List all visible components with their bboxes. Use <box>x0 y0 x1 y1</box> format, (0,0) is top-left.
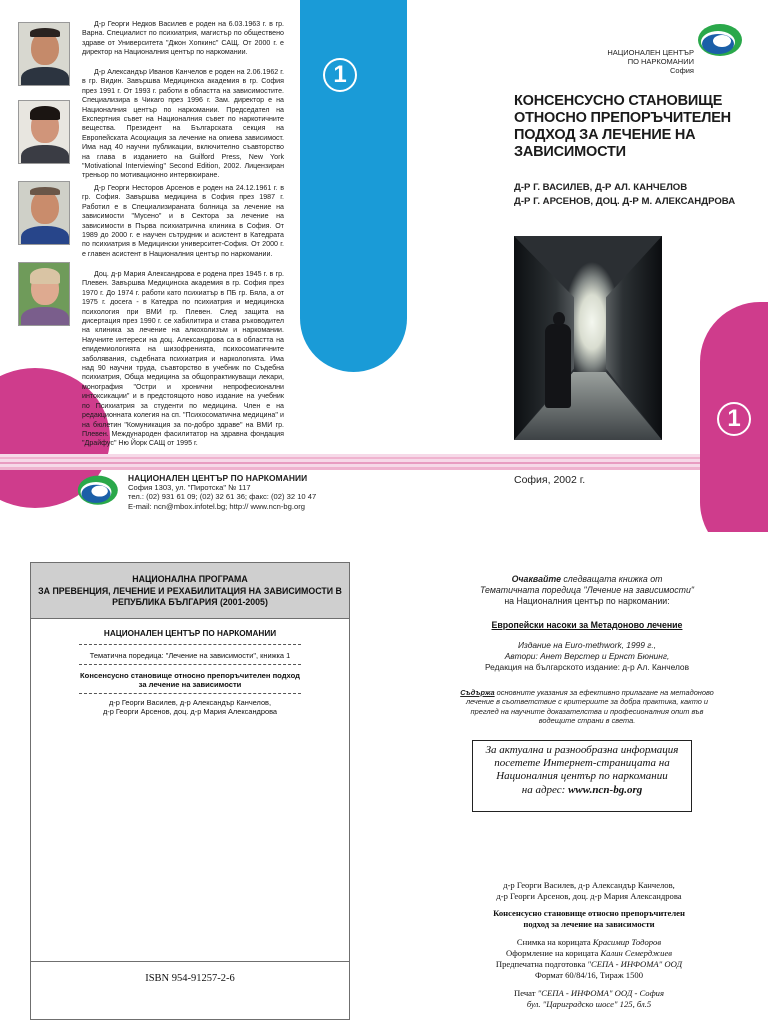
imprint-title: Консенсусно становище относно препоръчителен подход за лечение на зависимости <box>80 671 300 690</box>
book-title: КОНСЕНСУСНО СТАНОВИЩЕ ОТНОСНО ПРЕПОРЪЧИТЕЛЕН ПОДХОД ЗА ЛЕЧЕНИЕ НА ЗАВИСИМОСТИ <box>514 93 731 160</box>
dashed-divider <box>79 644 301 645</box>
cover-photo-corridor <box>514 236 662 440</box>
book-authors: Д-Р Г. ВАСИЛЕВ, Д-Р АЛ. КАНЧЕЛОВ Д-Р Г. АРСЕНОВ, ДОЦ. Д-Р М. АЛЕКСАНДРОВА <box>514 182 736 207</box>
bio-arsenov: Д-р Георги Несторов Арсенов е роден на 24.12.1961 г. в гр. София. Завършва медицина в София през 1987 г. Работил е в Специализираната болница за лечение на зависимости "Мусено" и в Сектора за лечение на зависимости в Първа психиатрична клиника в София. От 1989 до 2000 г. е научен сътрудник и асистент в Катедрата по психиатрия в Медицински университет-София. От 2000 г. е главен асистент в Националния център по наркомании. <box>82 184 284 258</box>
stripe-band <box>0 454 768 470</box>
series-number-badge-spine: 1 <box>323 58 357 92</box>
dashed-divider <box>79 664 301 665</box>
bio-aleksandrova: Доц. д-р Мария Александрова е родена през 1945 г. в гр. Плевен. Завършва Медицинска академия в гр. София през 1970 г. До 1974 г. работи като психиатър в ПБ гр. Бяла, а от 1975 г. досега - в Катедра по психиатрия и медицинска психология при ВМИ гр. Плевен. След защита на дисертация през 1990 г. се хабилитира и става ръководител на клиника за лечение на алкохолизъм и наркомании. Научните интереси на доц. Александрова са в областта на епидемиологията на шизофренията, психосоматичните заболявания, съдебната психиатрия и наркологията. Има над 90 научни труда, съавторство в учебник по Съдебна психиатрия, Обща медицина за общопрактикуващи лекари, монография "Остри и хронични непрофесионални интоксикации" и в предстоящото ново издание на учебник по Психиатрия за студенти по медицина. Член е на редакционната колегия на сп. "Психосоматична медицина" и на бюлетин "Комуникация за по-добро здраве" на ВМИ гр. Плевен. Международен фасилитатор на здравна фондация "Драйфус" Ню Йорк САЩ от 1995 г. <box>82 270 284 448</box>
series-number-badge-cover: 1 <box>717 402 751 436</box>
isbn: ISBN 954-91257-2-6 <box>145 973 235 984</box>
publisher-address: София 1303, ул. "Пиротска" № 117 <box>128 483 251 493</box>
series-title-line2: Лечение на зависимости <box>426 107 437 223</box>
bio-vasilev: Д-р Георги Недков Василев е роден на 6.03.1963 г. в гр. Варна. Специалист по психиатрия, магистър по обществено здраве от Университета "Джон Хопкинс" САЩ. От 2000 г. е директор на Националния център по наркомании. <box>82 20 284 57</box>
series-title-line1: ТЕМАТИЧНА ПОРЕДИЦА: <box>414 90 426 223</box>
publisher-name: НАЦИОНАЛЕН ЦЕНТЪР ПО НАРКОМАНИИ <box>128 473 308 483</box>
national-program-box: НАЦИОНАЛНА ПРОГРАМА ЗА ПРЕВЕНЦИЯ, ЛЕЧЕНИЕ И РЕХАБИЛИТАЦИЯ НА ЗАВИСИМОСТИ В РЕПУБЛИКА БЪЛГАРИЯ (2001-2005) <box>31 563 349 619</box>
author-photo-aleksandrova <box>18 262 70 326</box>
blue-spine-panel <box>300 0 407 372</box>
next-book-contents: Съдържа основните указания за ефективно прилагане на метадоново лечение в съответствие с критериите за добра практика, както и преглед на научните доказателства и професионалния опит във водещите страни в света. <box>460 688 714 726</box>
website-info-box: За актуална и разнообразна информация посетете Интернет-страницата на Националния център по наркомании на адрес: www.ncn-bg.org <box>472 740 692 812</box>
isbn-divider <box>31 961 349 962</box>
imprint-page <box>30 562 350 1020</box>
next-book-edition: Издание на Euro-methwork, 1999 г., Автори: Анет Верстер и Ернст Бюнинг, Редакция на българското издание: д-р Ал. Канчелов <box>484 640 690 672</box>
next-book-title: Европейски насоки за Метадоново лечение <box>491 620 683 630</box>
city-year: София, 2002 г. <box>514 474 586 486</box>
publisher-phones: тел.: (02) 931 61 09; (02) 32 61 36; факс: (02) 32 10 47 <box>128 492 317 502</box>
center-name-top <box>586 48 694 75</box>
center-name-line2: ПО НАРКОМАНИИ <box>627 57 694 66</box>
dashed-divider <box>79 693 301 694</box>
author-photo-arsenov <box>18 181 70 245</box>
author-photo-kanchelov <box>18 100 70 164</box>
website-link[interactable]: www.ncn-bg.org <box>568 783 643 796</box>
series-title-vertical <box>414 8 440 223</box>
next-book-announcement: Очаквайте следващата книжка от Тематичната поредица "Лечение на зависимости" на Националния център по наркомании: <box>479 574 695 606</box>
publisher-contacts <box>128 474 316 511</box>
imprint-authors: д-р Георги Василев, д-р Александър Канчелов, д-р Георги Арсенов, доц. д-р Мария Александрова <box>102 698 278 717</box>
colophon: д-р Георги Василев, д-р Александър Канчелов, д-р Георги Арсенов, доц. д-р Мария Александрова Консенсусно становище относно препоръчителен подход за лечение на зависимости Снимка на корицата Красимир Тодоров Оформление на корицата Калин Семерджиев Предпечатна подготовка "СЕПА - ИНФОМА" ООД Формат 60/84/16, Тираж 1500 Печат "СЕПА - ИНФОМА" ООД - София бул. "Цариградско шосе" 125, бл.5 <box>493 880 685 1009</box>
bio-kanchelov: Д-р Александър Иванов Канчелов е роден на 2.06.1962 г. в гр. Видин. Завършва Медицинска академия в гр. София през 1991 г. От 1993 г. работи в областта на зависимостите. Специализира в Чикаго през 1996 г. Зам. директор е на Националния център по наркомании. Председател на Експертния съвет на Националния съвет по наркотичните вещества. Президент на Българската секция на Европейската Асоциация за лечение на опиева зависимост. Има над 40 научни публикации, включително съавторство на глава в изданието на Guilford Press, New York "Motivational Interviewing" Second Edition, 2002. Лицензиран треньор по мотивационно интервюиране. <box>82 68 284 180</box>
author-photo-vasilev <box>18 22 70 86</box>
imprint-series: Тематична поредица: "Лечение на зависимости", книжка 1 <box>89 651 291 660</box>
publisher-email: E-mail: ncn@mbox.infotel.bg; http:// www.ncn-bg.org <box>128 501 305 511</box>
ncn-logo-small-icon <box>72 472 120 512</box>
imprint-center-name: НАЦИОНАЛЕН ЦЕНТЪР ПО НАРКОМАНИИ <box>103 629 277 638</box>
center-name-city: София <box>669 66 694 75</box>
center-name-line1: НАЦИОНАЛЕН ЦЕНТЪР <box>607 48 694 57</box>
ncn-logo-icon <box>692 20 744 64</box>
